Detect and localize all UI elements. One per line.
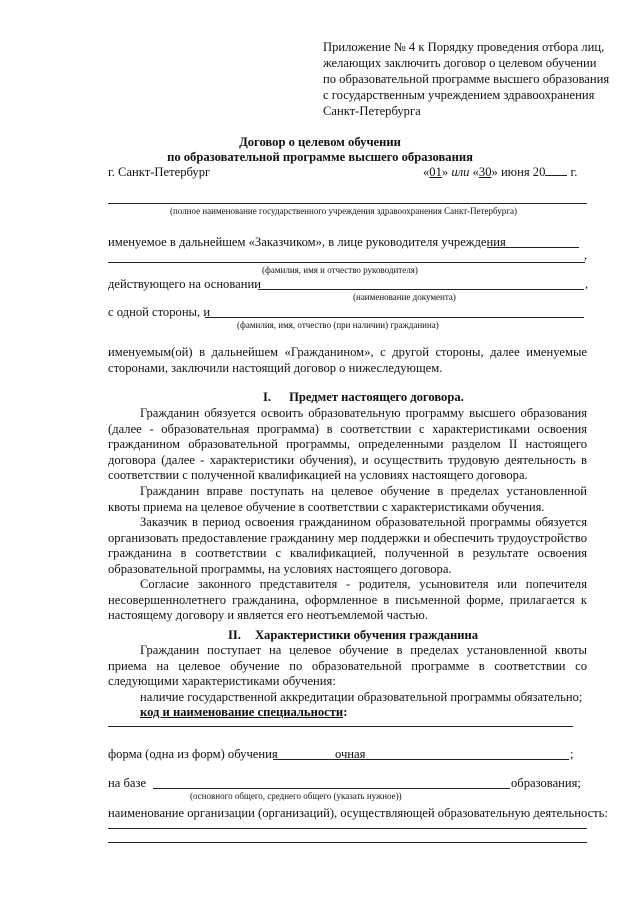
section-2-heading: II. Характеристики обучения гражданина [228, 628, 479, 642]
customer-text: именуемое в дальнейшем «Заказчиком», в лице руководителя учреждения [108, 235, 506, 249]
institution-hint: (полное наименование государственного учреждения здравоохранения Санкт-Петербурга) [170, 206, 517, 216]
form-value: очная [335, 747, 366, 761]
head-name-field[interactable] [487, 247, 579, 248]
head-hint: (фамилия, имя и отчество руководителя) [262, 265, 418, 275]
specialty-label: код и наименование специальности: [140, 705, 348, 719]
base-label: на базе [108, 776, 147, 790]
citizen-hint: (фамилия, имя, отчество (при наличии) гражданина) [237, 320, 439, 330]
section-1-paragraph-1: Гражданин обязуется освоить образовательную программу высшего образования (далее - образовательная программа) в соответствии с характеристиками освоения гражданином образовательной программы, определенными разделом II настоящего договора (далее - характеристики обучения), и осуществить трудовую деятельность в соответствии с полученной квалификацией на условиях настоящего договора. [108, 406, 587, 482]
section-1-paragraph-2: Гражданин вправе поступать на целевое обучение в пределах установленной квоты приема на целевое обучение в соответствии с характеристиками обучения. [108, 484, 587, 514]
basis-document-field[interactable] [258, 289, 584, 290]
appendix-line-4: с государственным учреждением здравоохранения [323, 88, 595, 102]
appendix-line-1: Приложение № 4 к Порядку проведения отбора лиц, [323, 40, 605, 54]
specialty-field[interactable] [108, 726, 573, 727]
head-name-line[interactable] [108, 262, 585, 263]
base-field[interactable] [153, 788, 510, 789]
city: г. Санкт-Петербург [108, 165, 211, 179]
semicolon: ; [570, 747, 574, 761]
accreditation-text: наличие государственной аккредитации образовательной программы обязательно; [140, 690, 583, 704]
section-1-paragraph-3: Заказчик в период освоения гражданином образовательной программы обязуется организовать предоставление гражданину мер поддержки и обеспечить трудоустройство гражданина в соответствии с квалификацией, полученной в результате освоения образовательной программы, на условиях настоящего договора. [108, 515, 587, 576]
form-field[interactable] [273, 759, 569, 760]
appendix-line-3: по образовательной программе высшего образования [323, 72, 610, 86]
side-label: с одной стороны, и [108, 305, 211, 319]
basis-label: действующего на основании [108, 277, 261, 291]
comma: , [585, 277, 589, 291]
organization-label: наименование организации (организаций), осуществляющей образовательную деятельность: [108, 806, 608, 820]
citizen-name-field[interactable] [205, 317, 584, 318]
organization-field-1[interactable] [108, 828, 587, 829]
contract-date: «01» или «30» июня 20 г. [423, 165, 578, 179]
section-1-heading: I. Предмет настоящего договора. [263, 390, 464, 404]
comma: , [584, 248, 588, 262]
form-label: форма (одна из форм) обучения [108, 747, 278, 761]
appendix-line-5: Санкт-Петербурга [323, 104, 421, 118]
base-suffix: образования; [511, 776, 581, 790]
organization-field-2[interactable] [108, 842, 587, 843]
section-2-paragraph-1: Гражданин поступает на целевое обучение в пределах установленной квоты приема на целевое обучение по образовательной программе в соответствии со следующими характеристиками обучения: [108, 643, 587, 688]
institution-name-line[interactable] [108, 203, 587, 204]
document-title: Договор о целевом обучении [239, 135, 401, 149]
document-subtitle: по образовательной программе высшего образования [167, 150, 473, 164]
document-hint: (наименование документа) [353, 292, 456, 302]
section-1-paragraph-4: Согласие законного представителя - родителя, усыновителя или попечителя несовершеннолетнего гражданина, оформленное в письменной форме, прилагается к настоящему договору и является его неотъемлемой частью. [108, 577, 587, 622]
citizen-paragraph: именуемым(ой) в дальнейшем «Гражданином», с другой стороны, далее именуемые сторонами, заключили настоящий договор о нижеследующем. [108, 345, 587, 375]
base-hint: (основного общего, среднего общего (указать нужное)) [190, 791, 402, 801]
appendix-line-2: желающих заключить договор о целевом обучении [323, 56, 597, 70]
